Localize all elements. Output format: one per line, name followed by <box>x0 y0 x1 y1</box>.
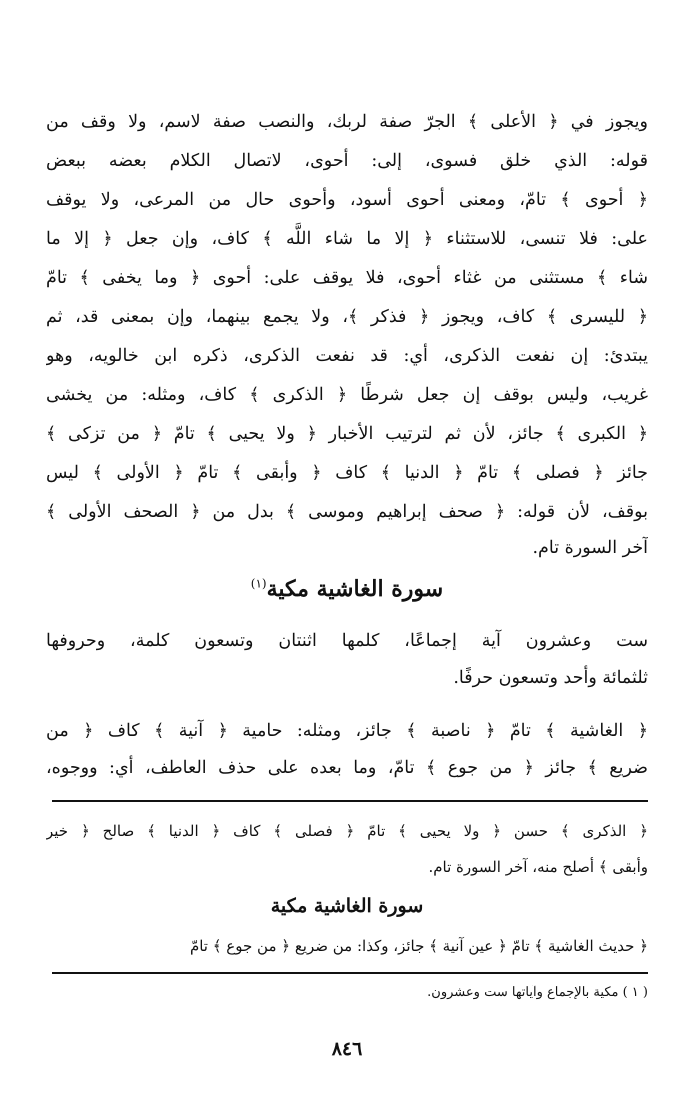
text-line: وأبقى ﴾ أصلح منه، آخر السورة تام. <box>428 858 648 876</box>
text-line: بوقف، لأن قوله: ﴿ صحف إبراهيم وموسى ﴾ بدل من ﴿ الصحف الأولى ﴾ <box>46 502 648 522</box>
footnote: ( ١ ) مكية بالإجماع وآياتها ست وعشرون. <box>427 985 648 1000</box>
text-line: ﴿ أحوى ﴾ تامّ، ومعنى أحوى أسود، وأحوى حال من المرعى، ولا يوقف <box>46 190 648 210</box>
text-line: ثلثمائة وأحد وتسعون حرفًا. <box>453 668 648 688</box>
text-line: شاء ﴾ مستثنى من غثاء أحوى، فلا يوقف على: أحوى ﴿ وما يخفى ﴾ تامّ <box>46 268 648 288</box>
section-divider <box>52 800 648 802</box>
text-line: جائز ﴿ فصلى ﴾ تامّ ﴿ الدنيا ﴾ كاف ﴿ وأبقى ﴾ تامّ ﴿ الأولى ﴾ ليس <box>46 463 648 483</box>
text-line: ﴿ الكبرى ﴾ جائز، لأن ثم لترتيب الأخبار ﴿ ولا يحيى ﴾ تامّ ﴿ من تزكى ﴾ <box>46 424 648 444</box>
surah-heading-secondary: سورة الغاشية مكية <box>270 895 424 917</box>
text-line: آخر السورة تام. <box>532 538 648 558</box>
text-line: ﴿ حديث الغاشية ﴾ تامّ ﴿ عين آنية ﴾ جائز، وكذا: من ضريع ﴿ من جوع ﴾ تامّ <box>189 937 648 955</box>
text-line: ست وعشرون آية إجماعًا، كلمها اثنتان وتسعون كلمة، وحروفها <box>46 631 648 651</box>
text-line: ﴿ الغاشية ﴾ تامّ ﴿ ناصبة ﴾ جائز، ومثله: حامية ﴿ آنية ﴾ كاف ﴿ من <box>46 721 648 741</box>
text-line: ﴿ الذكرى ﴾ حسن ﴿ ولا يحيى ﴾ تامّ ﴿ فصلى ﴾ كاف ﴿ الدنيا ﴾ صالح ﴿ خير <box>46 822 648 840</box>
text-line: على: فلا تنسى، للاستثناء ﴿ إلا ما شاء اللَّه ﴾ كاف، وإن جعل ﴿ إلا ما <box>46 229 648 249</box>
footnote-divider <box>52 972 648 974</box>
text-line: ضريع ﴾ جائز ﴿ من جوع ﴾ تامّ، وما بعده على حذف العاطف، أي: ووجوه، <box>46 758 648 778</box>
surah-heading-text: سورة الغاشية مكية <box>266 576 444 602</box>
footnote-ref: (١) <box>250 576 267 591</box>
surah-heading <box>46 576 648 602</box>
text-line: يبتدئ: إن نفعت الذكرى، أي: قد نفعت الذكرى، ذكره ابن خالويه، وهو <box>46 346 648 366</box>
page-number: ٨٤٦ <box>331 1038 363 1060</box>
text-line: قوله: الذي خلق فسوى، إلى: أحوى، لاتصال الكلام بعضه ببعض <box>46 151 648 171</box>
text-line: غريب، وليس بوقف إن جعل شرطًا ﴿ الذكرى ﴾ كاف، ومثله: من يخشى <box>46 385 648 405</box>
text-line: ويجوز في ﴿ الأعلى ﴾ الجرّ صفة لربك، والنصب صفة لاسم، ولا وقف من <box>46 112 648 132</box>
text-line: ﴿ لليسرى ﴾ كاف، ويجوز ﴿ فذكر ﴾، ولا يجمع بينهما، وإن بمعنى قد، ثم <box>46 307 648 327</box>
